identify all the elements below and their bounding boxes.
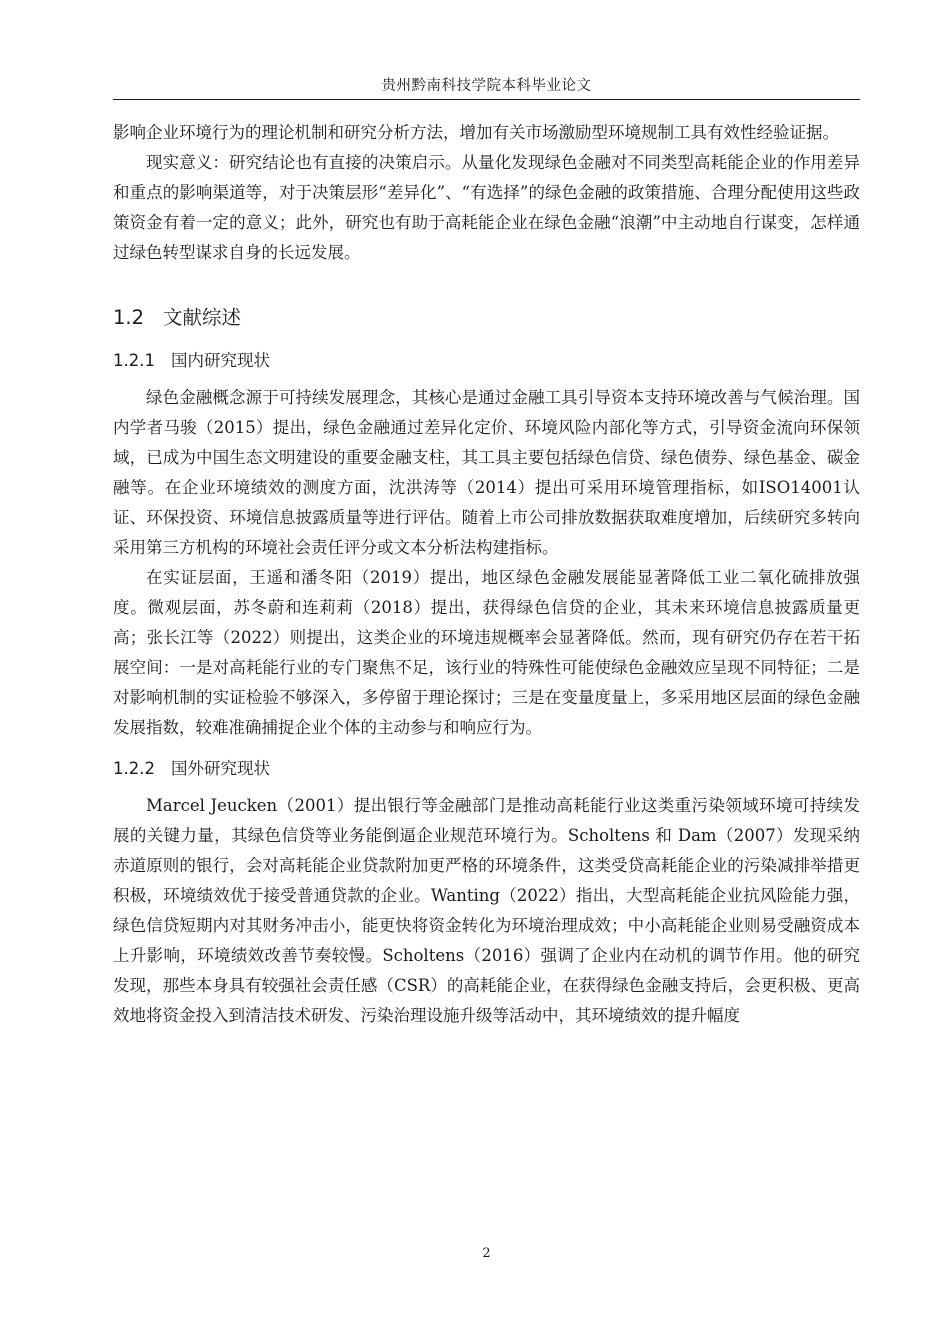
paragraph-domestic-empirical: 在实证层面，王遥和潘冬阳（2019）提出，地区绿色金融发展能显著降低工业二氧化硫排放强度。微观层面，苏冬蔚和连莉莉（2018）提出，获得绿色信贷的企业，其未来环境信息披露质量更高；张长江等（2022）则提出，这类企业的环境违规概率会显著降低。然而，现有研究仍存在若干拓展空间：一是对高耗能行业的专门聚焦不足，该行业的特殊性可能使绿色金融效应呈现不同特征；二是对影响机制的实证检验不够深入，多停留于理论探讨；三是在变量度量上，多采用地区层面的绿色金融发展指数，较难准确捕捉企业个体的主动参与和响应行为。 (113, 568, 860, 737)
section-number: 1.2 (113, 306, 145, 329)
subsection-title: 国内研究现状 (171, 351, 270, 370)
body-text (113, 118, 860, 1031)
section-heading-literature-review (113, 303, 860, 333)
header-rule (113, 99, 860, 100)
paragraph-foreign-research: Marcel Jeucken（2001）提出银行等金融部门是推动高耗能行业这类重污染领域环境可持续发展的关键力量，其绿色信贷等业务能倒逼企业规范环境行为。Scholtens 和 Dam（2007）发现采纳赤道原则的银行，会对高耗能企业贷款附加更严格的环境条件，这类受贷高耗能企业的污染减排举措更积极，环境绩效优于接受普通贷款的企业。Wanting（2022）指出，大型高耗能企业抗风险能力强，绿色信贷短期内对其财务冲击小，能更快将资金转化为环境治理成效；中小高耗能企业则易受融资成本上升影响，环境绩效改善节奏较慢。Scholtens（2016）强调了企业内在动机的调节作用。他的研究发现，那些本身具有较强社会责任感（CSR）的高耗能企业，在获得绿色金融支持后，会更积极、更高效地将资金投入到清洁技术研发、污染治理设施升级等活动中，其环境绩效的提升幅度 (113, 796, 860, 1025)
section-title: 文献综述 (163, 306, 242, 329)
subsection-number: 1.2.2 (113, 759, 155, 778)
paragraph-domestic-concept: 绿色金融概念源于可持续发展理念，其核心是通过金融工具引导资本支持环境改善与气候治理。国内学者马骏（2015）提出，绿色金融通过差异化定价、环境风险内部化等方式，引导资金流向环保领域，已成为中国生态文明建设的重要金融支柱，其工具主要包括绿色信贷、绿色债券、绿色基金、碳金融等。在企业环境绩效的测度方面，沈洪涛等（2014）提出可采用环境管理指标，如ISO14001认证、环保投资、环境信息披露质量等进行评估。随着上市公司排放数据获取难度增加，后续研究多转向采用第三方机构的环境社会责任评分或文本分析法构建指标。 (113, 388, 860, 557)
running-header: 贵州黔南科技学院本科毕业论文 (381, 78, 592, 94)
paragraph-theory-continuation: 影响企业环境行为的理论机制和研究分析方法，增加有关市场激励型环境规制工具有效性经验证据。 (113, 123, 839, 142)
subsection-title: 国外研究现状 (171, 759, 270, 778)
paragraph-practical-significance: 现实意义：研究结论也有直接的决策启示。从量化发现绿色金融对不同类型高耗能企业的作用差异和重点的影响渠道等，对于决策层形“差异化”、“有选择”的绿色金融的政策措施、合理分配使用这些政策资金有着一定的意义；此外，研究也有助于高耗能企业在绿色金融“浪潮”中主动地自行谋变，怎样通过绿色转型谋求自身的长远发展。 (113, 153, 860, 262)
subsection-heading-foreign (113, 754, 860, 784)
subsection-heading-domestic (113, 346, 860, 376)
page-number: 2 (482, 1246, 491, 1261)
subsection-number: 1.2.1 (113, 351, 155, 370)
